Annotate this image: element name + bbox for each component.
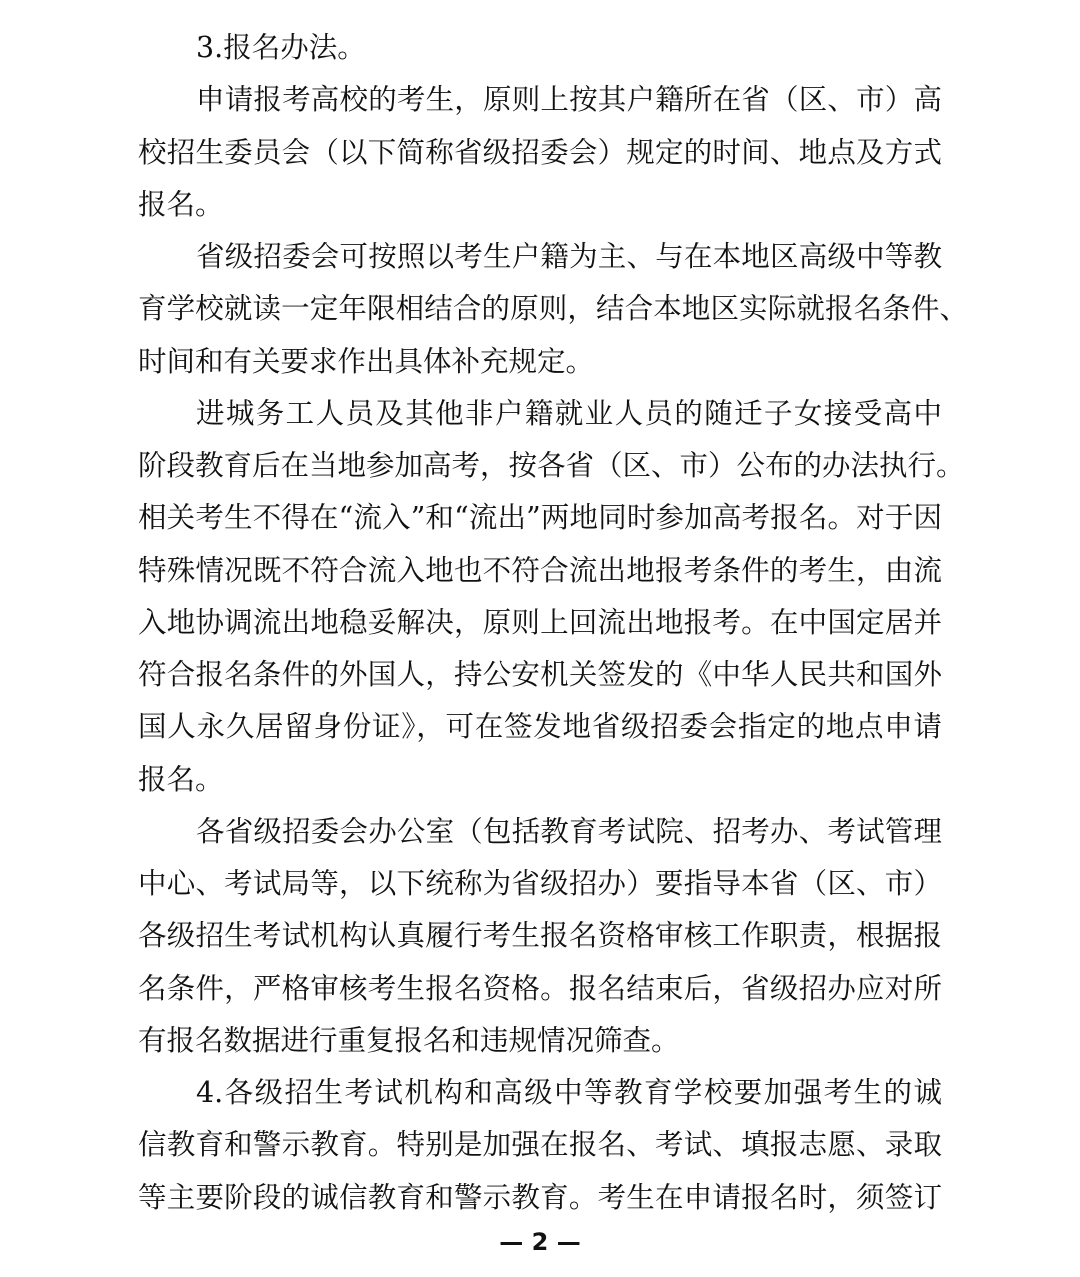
text-line: 等主要阶段的诚信教育和警示教育。考生在申请报名时，须签订 [138,1181,942,1214]
text-line: 相关考生不得在“流入”和“流出”两地同时参加高考报名。对于因 [138,501,942,534]
text-line: 信教育和警示教育。特别是加强在报名、考试、填报志愿、录取 [138,1128,942,1161]
text-line: 3.报名办法。 [196,31,366,64]
text-line: 报名。 [138,188,224,221]
text-line: 申请报考高校的考生，原则上按其户籍所在省（区、市）高 [196,83,942,116]
text-line: 各级招生考试机构认真履行考生报名资格审核工作职责，根据报 [138,919,942,952]
text-line: 各省级招委会办公室（包括教育考试院、招考办、考试管理 [196,815,942,848]
text-line: 校招生委员会（以下简称省级招委会）规定的时间、地点及方式 [138,136,942,169]
text-line: 阶段教育后在当地参加高考，按各省（区、市）公布的办法执行。 [138,449,965,482]
text-line: 名条件，严格审核考生报名资格。报名结束后，省级招办应对所 [138,972,942,1005]
text-line: 省级招委会可按照以考生户籍为主、与在本地区高级中等教 [196,240,942,273]
text-line: 有报名数据进行重复报名和违规情况筛查。 [138,1024,680,1057]
text-line: 特殊情况既不符合流入地也不符合流出地报考条件的考生，由流 [138,554,942,587]
text-line: 进城务工人员及其他非户籍就业人员的随迁子女接受高中 [196,397,942,430]
text-line: 时间和有关要求作出具体补充规定。 [138,345,595,378]
text-line: 符合报名条件的外国人，持公安机关签发的《中华人民共和国外 [138,658,942,691]
text-line: 国人永久居留身份证》，可在签发地省级招委会指定的地点申请 [138,710,942,743]
text-line: 报名。 [138,763,224,796]
page-number: — 2 — [499,1228,581,1256]
text-line: 入地协调流出地稳妥解决，原则上回流出地报考。在中国定居并 [138,606,942,639]
text-line: 中心、考试局等，以下统称为省级招办）要指导本省（区、市） [138,867,942,900]
text-line: 4.各级招生考试机构和高级中等教育学校要加强考生的诚 [196,1076,942,1109]
text-line: 育学校就读一定年限相结合的原则，结合本地区实际就报名条件、 [138,292,968,325]
